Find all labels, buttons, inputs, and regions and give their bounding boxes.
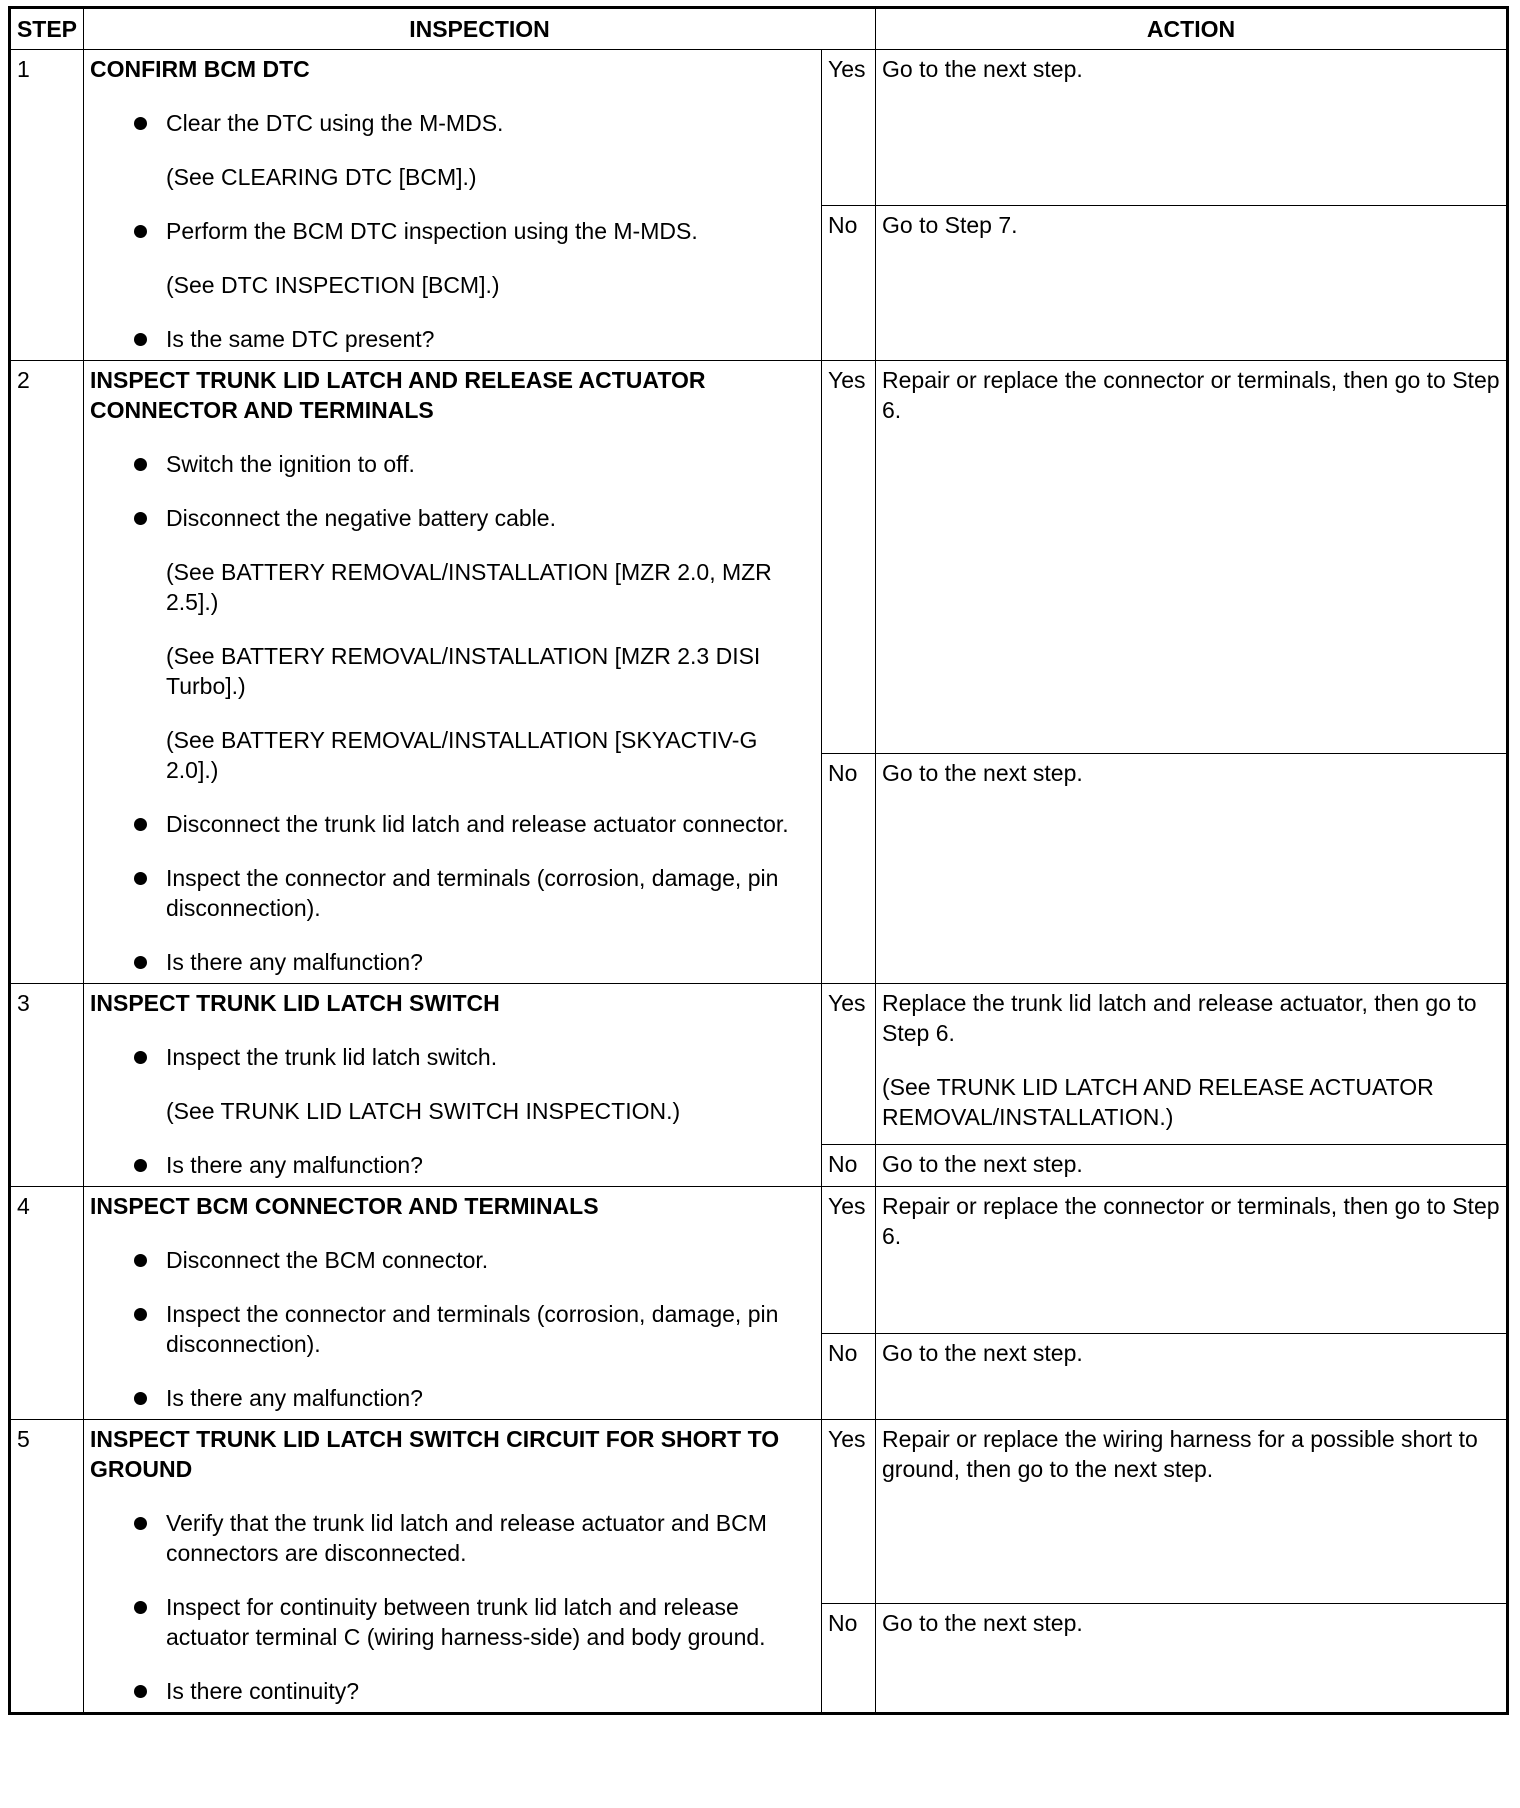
table-row [10,361,1508,754]
list-item [90,1383,815,1413]
inspection-instruction: Is the same DTC present? [166,326,435,352]
table-row [10,1420,1508,1604]
no-action [876,205,1508,361]
action-column-header: ACTION [876,8,1508,50]
action-text: (See TRUNK LID LATCH AND RELEASE ACTUATOR REMOVAL/INSTALLATION.) [882,1074,1434,1130]
list-item [90,503,815,533]
yes-label: Yes [822,361,876,754]
no-label: No [822,205,876,361]
bullet-icon [134,1392,147,1405]
reference-note: (See CLEARING DTC [BCM].) [166,164,477,190]
step-number: 4 [10,1187,84,1420]
bullet-icon [134,1601,147,1614]
list-item [90,1042,815,1072]
no-label: No [822,1144,876,1186]
list-item [90,947,815,977]
reference-note: (See TRUNK LID LATCH SWITCH INSPECTION.) [166,1098,681,1124]
no-action [876,753,1508,983]
list-item [90,1096,815,1126]
inspection-list [90,1042,815,1180]
inspection-instruction: Clear the DTC using the M-MDS. [166,110,504,136]
yes-action [876,1420,1508,1604]
list-item [90,725,815,785]
action-text: Go to the next step. [882,1150,1083,1177]
inspection-instruction: Is there any malfunction? [166,1152,423,1178]
inspection-instruction: Is there any malfunction? [166,1385,423,1411]
yes-action [876,1187,1508,1334]
no-action [876,1334,1508,1420]
yes-action [876,984,1508,1145]
bullet-icon [134,512,147,525]
list-item [90,1299,815,1359]
yes-label: Yes [822,1420,876,1604]
step-number: 5 [10,1420,84,1714]
reference-note: (See BATTERY REMOVAL/INSTALLATION [SKYACTIV-G 2.0].) [166,727,758,783]
bullet-icon [134,1254,147,1267]
inspection-instruction: Perform the BCM DTC inspection using the M-MDS. [166,218,698,244]
inspection-column-header: INSPECTION [84,8,876,50]
inspection-list [90,1245,815,1413]
inspection-instruction: Is there continuity? [166,1678,360,1704]
list-item [90,641,815,701]
list-item [90,1508,815,1568]
step-title: CONFIRM BCM DTC [90,56,310,82]
action-text: Replace the trunk lid latch and release actuator, then go to Step 6. [882,990,1477,1046]
yes-action [876,50,1508,206]
no-label: No [822,1334,876,1420]
diagnostic-procedure-table [8,6,1509,1715]
list-item [90,809,815,839]
step-number: 3 [10,984,84,1187]
action-text: Go to the next step. [882,1340,1083,1367]
step-title: INSPECT TRUNK LID LATCH AND RELEASE ACTUATOR CONNECTOR AND TERMINALS [90,367,706,423]
reference-note: (See DTC INSPECTION [BCM].) [166,272,500,298]
yes-action [876,361,1508,754]
action-text: Repair or replace the wiring harness for a possible short to ground, then go to the next step. [882,1426,1478,1482]
action-text: Go to the next step. [882,759,1083,786]
table-row [10,1187,1508,1334]
inspection-list [90,108,815,354]
inspection-instruction: Switch the ignition to off. [166,451,415,477]
step-number: 1 [10,50,84,361]
list-item [90,557,815,617]
inspection-cell [84,50,822,361]
bullet-icon [134,1685,147,1698]
list-item [90,863,815,923]
yes-label: Yes [822,984,876,1145]
inspection-cell [84,984,822,1187]
inspection-instruction: Inspect the connector and terminals (corrosion, damage, pin disconnection). [166,1301,779,1357]
list-item [90,270,815,300]
reference-note: (See BATTERY REMOVAL/INSTALLATION [MZR 2.3 DISI Turbo].) [166,643,761,699]
list-item [90,216,815,246]
inspection-instruction: Is there any malfunction? [166,949,423,975]
action-text: Go to the next step. [882,56,1083,82]
inspection-instruction: Disconnect the trunk lid latch and release actuator connector. [166,811,789,837]
inspection-instruction: Inspect the connector and terminals (corrosion, damage, pin disconnection). [166,865,779,921]
step-title: INSPECT BCM CONNECTOR AND TERMINALS [90,1193,599,1219]
list-item [90,1592,815,1652]
bullet-icon [134,1517,147,1530]
list-item [90,1150,815,1180]
table-row [10,50,1508,206]
yes-label: Yes [822,50,876,206]
list-item [90,324,815,354]
step-title: INSPECT TRUNK LID LATCH SWITCH [90,990,500,1016]
no-label: No [822,1604,876,1714]
action-text: Repair or replace the connector or terminals, then go to Step 6. [882,367,1500,423]
bullet-icon [134,1051,147,1064]
inspection-instruction: Disconnect the negative battery cable. [166,505,556,531]
bullet-icon [134,333,147,346]
inspection-instruction: Inspect the trunk lid latch switch. [166,1044,498,1070]
action-text: Go to the next step. [882,1610,1083,1637]
bullet-icon [134,225,147,238]
bullet-icon [134,956,147,969]
action-text: Go to Step 7. [882,211,1018,238]
bullet-icon [134,117,147,130]
step-number: 2 [10,361,84,984]
inspection-instruction: Disconnect the BCM connector. [166,1247,489,1273]
list-item [90,1245,815,1275]
table-header-row [10,8,1508,50]
no-action [876,1144,1508,1186]
list-item [90,449,815,479]
list-item [90,162,815,192]
reference-note: (See BATTERY REMOVAL/INSTALLATION [MZR 2.0, MZR 2.5].) [166,559,772,615]
no-action [876,1604,1508,1714]
bullet-icon [134,458,147,471]
yes-label: Yes [822,1187,876,1334]
list-item [90,108,815,138]
bullet-icon [134,818,147,831]
inspection-instruction: Inspect for continuity between trunk lid latch and release actuator terminal C (wiring harness-side) and body ground. [166,1594,766,1650]
step-column-header: STEP [10,8,84,50]
inspection-cell [84,1187,822,1420]
no-label: No [822,753,876,983]
inspection-cell [84,1420,822,1714]
table-row [10,984,1508,1145]
action-text: Repair or replace the connector or terminals, then go to Step 6. [882,1193,1500,1249]
bullet-icon [134,1308,147,1321]
bullet-icon [134,1159,147,1172]
bullet-icon [134,872,147,885]
step-title: INSPECT TRUNK LID LATCH SWITCH CIRCUIT FOR SHORT TO GROUND [90,1426,780,1482]
inspection-list [90,449,815,977]
inspection-list [90,1508,815,1706]
list-item [90,1676,815,1706]
inspection-instruction: Verify that the trunk lid latch and release actuator and BCM connectors are disconnected. [166,1510,767,1566]
inspection-cell [84,361,822,984]
